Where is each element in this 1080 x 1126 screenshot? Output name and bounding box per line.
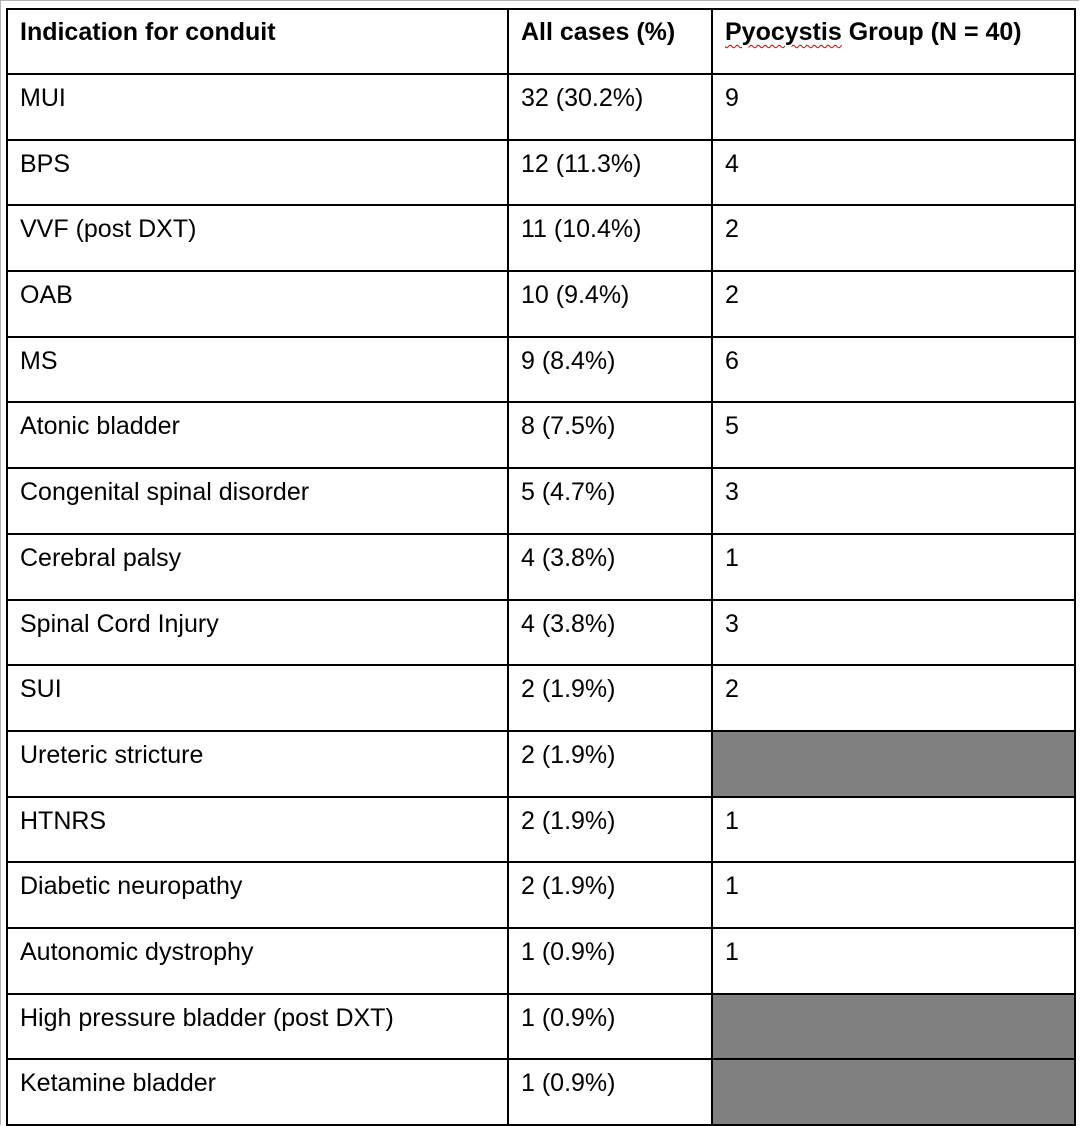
table-row [7, 534, 1075, 600]
header-pyocystis-group [712, 9, 1075, 74]
cell-indication: Atonic bladder [7, 402, 508, 468]
cell-pyocystis-shaded [712, 1059, 1075, 1125]
cell-pyocystis-shaded [712, 994, 1075, 1060]
cell-pyocystis: 5 [712, 402, 1075, 468]
cell-indication: Congenital spinal disorder [7, 468, 508, 534]
table-row [7, 928, 1075, 994]
table-row [7, 665, 1075, 731]
cell-all-cases: 8 (7.5%) [508, 402, 712, 468]
table-body [7, 74, 1075, 1125]
table-row [7, 468, 1075, 534]
table-row [7, 271, 1075, 337]
cell-pyocystis: 1 [712, 928, 1075, 994]
table-row [7, 205, 1075, 271]
header-pyocystis-rest: Group (N = 40) [841, 18, 1022, 46]
table-row [7, 731, 1075, 797]
cell-indication: Ureteric stricture [7, 731, 508, 797]
table-row [7, 600, 1075, 666]
cell-pyocystis: 2 [712, 205, 1075, 271]
cell-indication: MS [7, 337, 508, 403]
header-row [7, 9, 1075, 74]
table-row [7, 1059, 1075, 1125]
cell-pyocystis: 3 [712, 600, 1075, 666]
cell-indication: Autonomic dystrophy [7, 928, 508, 994]
cell-all-cases: 2 (1.9%) [508, 862, 712, 928]
cell-all-cases: 5 (4.7%) [508, 468, 712, 534]
cell-indication: HTNRS [7, 797, 508, 863]
cell-indication: Cerebral palsy [7, 534, 508, 600]
table-row [7, 797, 1075, 863]
cell-indication: VVF (post DXT) [7, 205, 508, 271]
table-row [7, 337, 1075, 403]
table-row [7, 402, 1075, 468]
cell-all-cases: 11 (10.4%) [508, 205, 712, 271]
cell-pyocystis: 9 [712, 74, 1075, 140]
cell-indication: OAB [7, 271, 508, 337]
cell-indication: High pressure bladder (post DXT) [7, 994, 508, 1060]
cell-indication: BPS [7, 140, 508, 206]
cell-all-cases: 1 (0.9%) [508, 928, 712, 994]
cell-pyocystis-shaded [712, 731, 1075, 797]
cell-indication: Ketamine bladder [7, 1059, 508, 1125]
header-pyocystis-word: Pyocystis [725, 18, 842, 46]
cell-indication: Spinal Cord Injury [7, 600, 508, 666]
header-indication: Indication for conduit [7, 9, 508, 74]
cell-all-cases: 4 (3.8%) [508, 600, 712, 666]
cell-all-cases: 4 (3.8%) [508, 534, 712, 600]
cell-indication: Diabetic neuropathy [7, 862, 508, 928]
cell-all-cases: 1 (0.9%) [508, 1059, 712, 1125]
cell-pyocystis: 6 [712, 337, 1075, 403]
cell-all-cases: 2 (1.9%) [508, 797, 712, 863]
cell-all-cases: 32 (30.2%) [508, 74, 712, 140]
indication-table [6, 8, 1076, 1126]
cell-pyocystis: 3 [712, 468, 1075, 534]
cell-pyocystis: 1 [712, 862, 1075, 928]
cell-all-cases: 9 (8.4%) [508, 337, 712, 403]
header-all-cases: All cases (%) [508, 9, 712, 74]
cell-all-cases: 2 (1.9%) [508, 731, 712, 797]
cell-all-cases: 10 (9.4%) [508, 271, 712, 337]
cell-indication: MUI [7, 74, 508, 140]
table-row [7, 994, 1075, 1060]
cell-all-cases: 2 (1.9%) [508, 665, 712, 731]
cell-pyocystis: 1 [712, 797, 1075, 863]
table-row [7, 140, 1075, 206]
cell-indication: SUI [7, 665, 508, 731]
cell-pyocystis: 2 [712, 271, 1075, 337]
cell-all-cases: 12 (11.3%) [508, 140, 712, 206]
table-row [7, 74, 1075, 140]
cell-pyocystis: 4 [712, 140, 1075, 206]
table-row [7, 862, 1075, 928]
cell-pyocystis: 1 [712, 534, 1075, 600]
cell-pyocystis: 2 [712, 665, 1075, 731]
cell-all-cases: 1 (0.9%) [508, 994, 712, 1060]
